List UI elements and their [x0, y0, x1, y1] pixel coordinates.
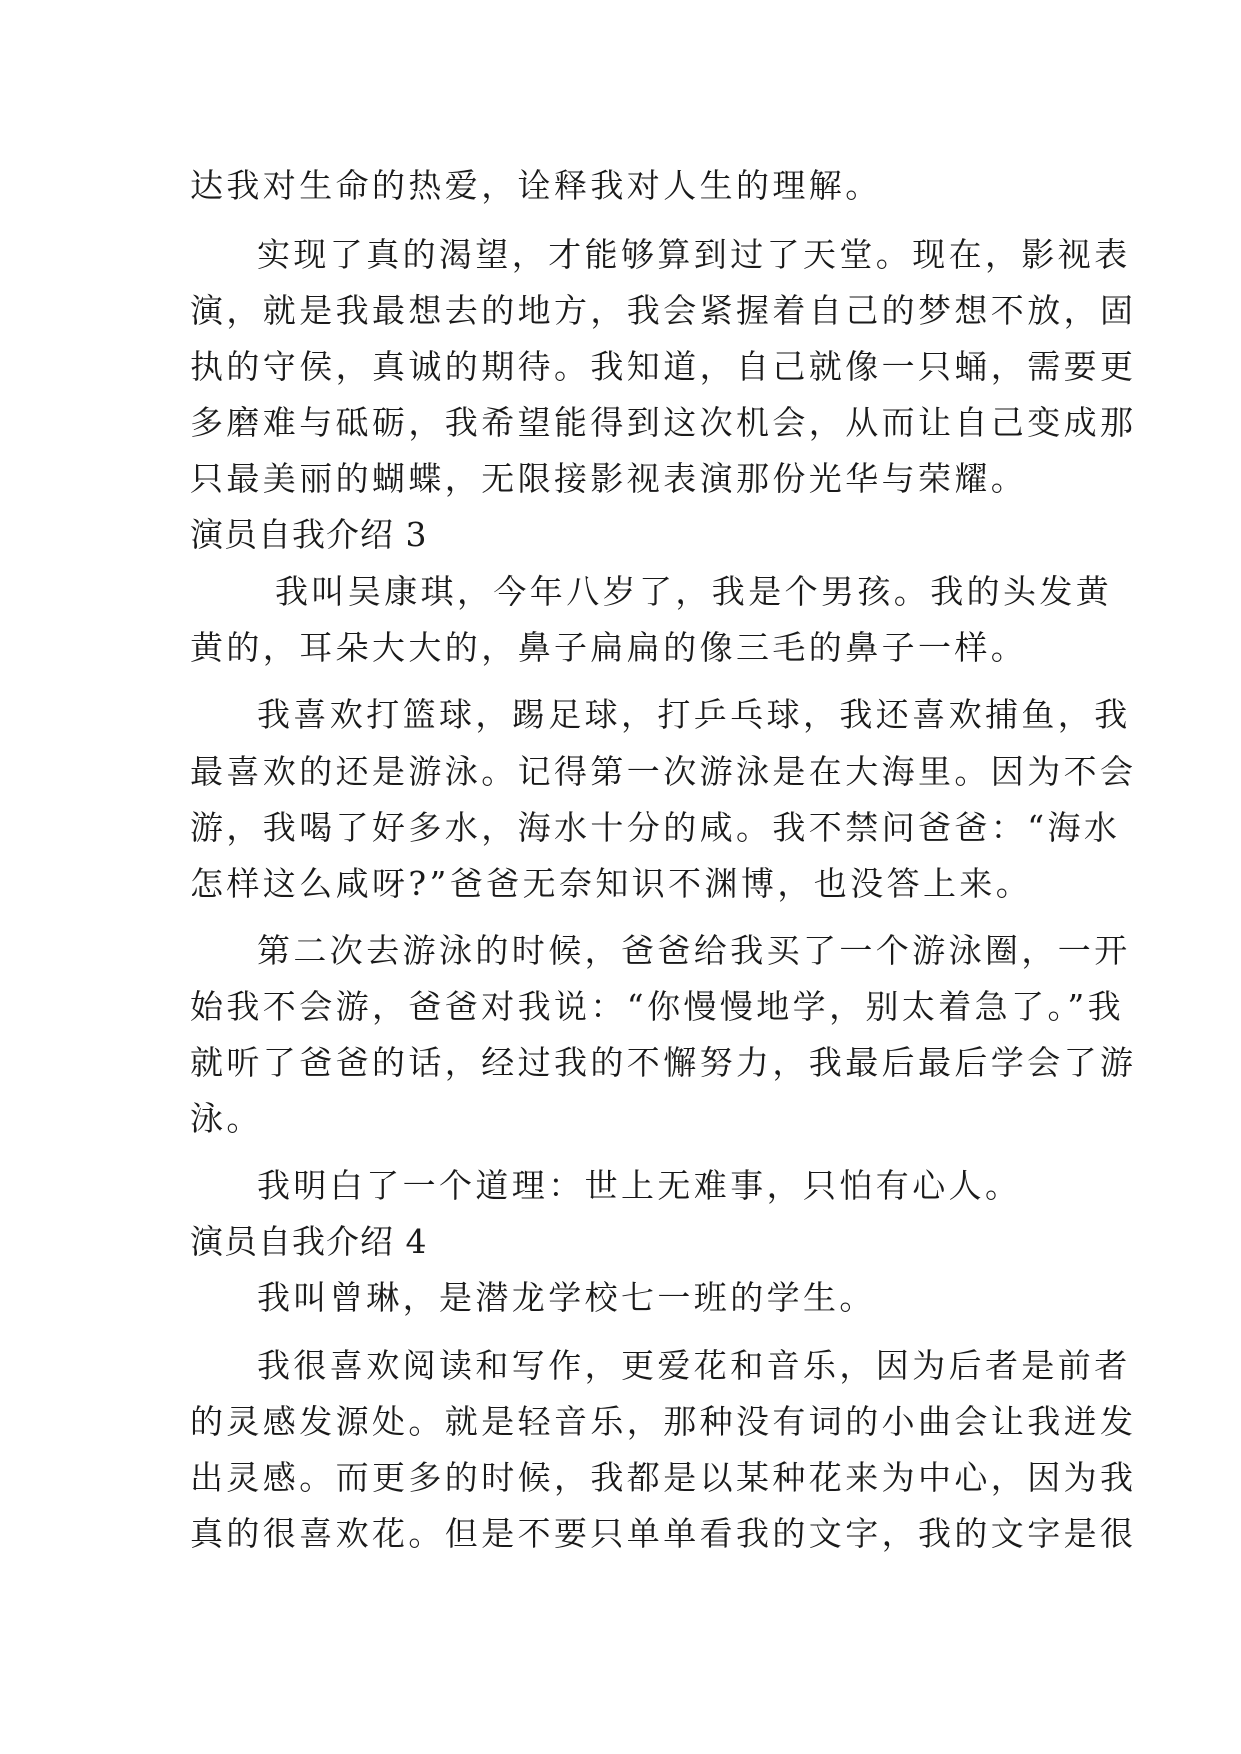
text-line: 实现了真的渴望，才能够算到过了天堂。现在，影视表 — [257, 235, 1131, 274]
text-line: 始我不会游，爸爸对我说：“你慢慢地学，别太着急了。”我 — [190, 987, 1125, 1026]
text-line: 我很喜欢阅读和写作，更爱花和音乐，因为后者是前者 — [257, 1346, 1131, 1385]
text-line: 执的守侯，真诚的期待。我知道，自己就像一只蛹，需要更 — [190, 347, 1137, 386]
text-line: 黄的，耳朵大大的，鼻子扁扁的像三毛的鼻子一样。 — [190, 628, 1028, 667]
text-line: 演，就是我最想去的地方，我会紧握着自己的梦想不放，固 — [190, 291, 1137, 330]
text-line: 我叫吴康琪，今年八岁了，我是个男孩。我的头发黄 — [275, 572, 1113, 611]
text-line: 就听了爸爸的话，经过我的不懈努力，我最后最后学会了游 — [190, 1043, 1137, 1082]
text-line: 的灵感发源处。就是轻音乐，那种没有词的小曲会让我迸发 — [190, 1402, 1137, 1441]
text-line: 达我对生命的热爱，诠释我对人生的理解。 — [190, 166, 882, 205]
text-line: 我明白了一个道理：世上无难事，只怕有心人。 — [257, 1166, 1022, 1205]
text-line: 怎样这么咸呀?”爸爸无奈知识不渊博，也没答上来。 — [190, 864, 1033, 903]
text-line: 出灵感。而更多的时候，我都是以某种花来为中心，因为我 — [190, 1458, 1137, 1497]
text-line: 只最美丽的蝴蝶，无限接影视表演那份光华与荣耀。 — [190, 459, 1028, 498]
text-line: 我叫曾琳，是潜龙学校七一班的学生。 — [257, 1278, 876, 1317]
text-line: 游，我喝了好多水，海水十分的咸。我不禁问爸爸：“海水 — [190, 808, 1121, 847]
text-line: 真的很喜欢花。但是不要只单单看我的文字，我的文字是很 — [190, 1514, 1137, 1553]
text-line: 第二次去游泳的时候，爸爸给我买了一个游泳圈，一开 — [257, 931, 1131, 970]
text-line: 我喜欢打篮球，踢足球，打乒乓球，我还喜欢捕鱼，我 — [257, 695, 1131, 734]
text-line: 最喜欢的还是游泳。记得第一次游泳是在大海里。因为不会 — [190, 752, 1137, 791]
text-line: 多磨难与砥砺，我希望能得到这次机会，从而让自己变成那 — [190, 403, 1137, 442]
section-heading: 演员自我介绍 4 — [190, 1222, 428, 1261]
section-heading: 演员自我介绍 3 — [190, 515, 428, 554]
text-line: 泳。 — [190, 1099, 263, 1138]
